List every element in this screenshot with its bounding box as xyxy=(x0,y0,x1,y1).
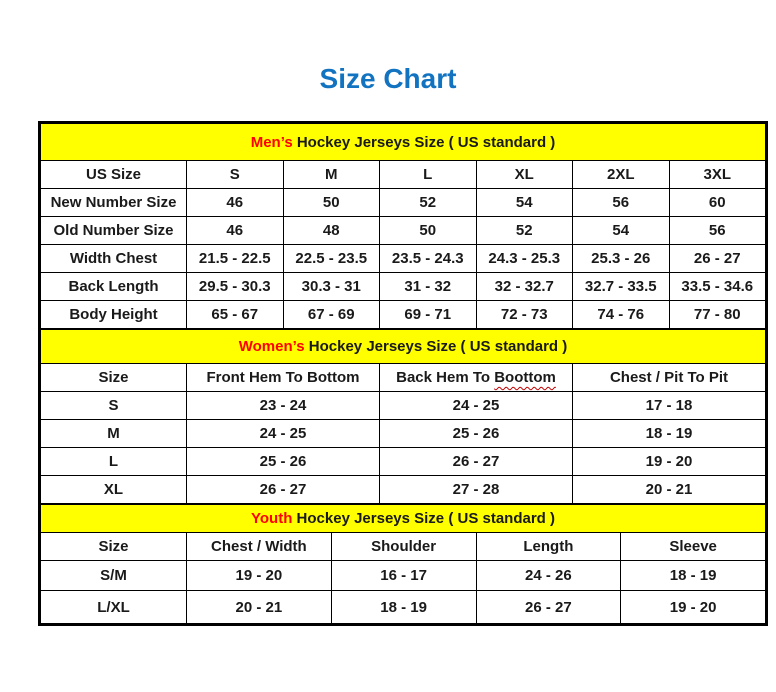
column-header: 3XL xyxy=(669,161,766,189)
size-value: 25 - 26 xyxy=(380,420,573,448)
size-value: 26 - 27 xyxy=(187,476,380,504)
size-value: 56 xyxy=(573,189,670,217)
row-label: S/M xyxy=(41,561,187,591)
table-row xyxy=(41,591,766,624)
size-value: 20 - 21 xyxy=(573,476,766,504)
womens-section-banner xyxy=(41,330,766,364)
table-row xyxy=(41,189,766,217)
column-header: Size xyxy=(41,364,187,392)
column-header xyxy=(380,364,573,392)
size-value: 25.3 - 26 xyxy=(573,245,670,273)
size-value: 56 xyxy=(669,217,766,245)
column-header: Chest / Pit To Pit xyxy=(573,364,766,392)
row-label: Old Number Size xyxy=(41,217,187,245)
size-value: 74 - 76 xyxy=(573,301,670,329)
size-value: 32 - 32.7 xyxy=(476,273,573,301)
size-value: 30.3 - 31 xyxy=(283,273,380,301)
size-value: 48 xyxy=(283,217,380,245)
table-row xyxy=(41,561,766,591)
size-value: 46 xyxy=(187,189,284,217)
youth-section-banner-row xyxy=(41,505,766,533)
size-value: 19 - 20 xyxy=(187,561,332,591)
size-value: 26 - 27 xyxy=(476,591,621,624)
size-value: 29.5 - 30.3 xyxy=(187,273,284,301)
size-value: 16 - 17 xyxy=(331,561,476,591)
column-header: S xyxy=(187,161,284,189)
size-value: 77 - 80 xyxy=(669,301,766,329)
row-label: S xyxy=(41,392,187,420)
size-value: 26 - 27 xyxy=(669,245,766,273)
size-value: 60 xyxy=(669,189,766,217)
mens-section-banner xyxy=(41,124,766,161)
size-value: 24 - 25 xyxy=(187,420,380,448)
size-value: 46 xyxy=(187,217,284,245)
size-value: 69 - 71 xyxy=(380,301,477,329)
column-header: Length xyxy=(476,533,621,561)
size-value: 27 - 28 xyxy=(380,476,573,504)
column-header: M xyxy=(283,161,380,189)
table-row xyxy=(41,420,766,448)
size-value: 50 xyxy=(283,189,380,217)
row-label: Width Chest xyxy=(41,245,187,273)
row-label: L/XL xyxy=(41,591,187,624)
mens-section-banner-row xyxy=(41,124,766,161)
mens-section-name: Men’s xyxy=(250,133,293,151)
column-header: US Size xyxy=(41,161,187,189)
size-value: 32.7 - 33.5 xyxy=(573,273,670,301)
youth-section-banner xyxy=(41,505,766,533)
size-value: 24 - 25 xyxy=(380,392,573,420)
misspelled-word: Boottom xyxy=(494,369,556,386)
womens-header-row xyxy=(41,364,766,392)
size-value: 52 xyxy=(380,189,477,217)
youth-banner-text: Hockey Jerseys Size ( US standard ) xyxy=(296,510,555,527)
column-header: Size xyxy=(41,533,187,561)
womens-section-name: Women’s xyxy=(238,338,305,355)
column-header: L xyxy=(380,161,477,189)
table-row xyxy=(41,392,766,420)
size-value: 24 - 26 xyxy=(476,561,621,591)
youth-size-table xyxy=(40,504,766,624)
size-value: 26 - 27 xyxy=(380,448,573,476)
table-row xyxy=(41,245,766,273)
column-header: XL xyxy=(476,161,573,189)
size-chart xyxy=(38,121,768,626)
youth-header-row xyxy=(41,533,766,561)
row-label: New Number Size xyxy=(41,189,187,217)
row-label: M xyxy=(41,420,187,448)
size-value: 54 xyxy=(573,217,670,245)
size-value: 31 - 32 xyxy=(380,273,477,301)
table-row xyxy=(41,476,766,504)
page-title: Size Chart xyxy=(319,63,457,94)
table-row xyxy=(41,301,766,329)
youth-section-name: Youth xyxy=(251,510,293,527)
size-value: 24.3 - 25.3 xyxy=(476,245,573,273)
column-header: 2XL xyxy=(573,161,670,189)
column-header-text: Back Hem To xyxy=(396,369,491,386)
column-header: Chest / Width xyxy=(187,533,332,561)
row-label: XL xyxy=(41,476,187,504)
row-label: Back Length xyxy=(41,273,187,301)
table-row xyxy=(41,217,766,245)
size-value: 65 - 67 xyxy=(187,301,284,329)
size-value: 23 - 24 xyxy=(187,392,380,420)
size-value: 18 - 19 xyxy=(573,420,766,448)
size-value: 18 - 19 xyxy=(331,591,476,624)
mens-banner-text: Hockey Jerseys Size ( US standard ) xyxy=(296,133,556,151)
size-value: 18 - 19 xyxy=(621,561,766,591)
size-value: 72 - 73 xyxy=(476,301,573,329)
size-value: 50 xyxy=(380,217,477,245)
size-value: 19 - 20 xyxy=(573,448,766,476)
size-value: 19 - 20 xyxy=(621,591,766,624)
column-header: Sleeve xyxy=(621,533,766,561)
size-value: 20 - 21 xyxy=(187,591,332,624)
mens-header-row xyxy=(41,161,766,189)
row-label: L xyxy=(41,448,187,476)
size-value: 23.5 - 24.3 xyxy=(380,245,477,273)
size-value: 21.5 - 22.5 xyxy=(187,245,284,273)
mens-size-table xyxy=(40,123,766,329)
size-value: 17 - 18 xyxy=(573,392,766,420)
size-value: 33.5 - 34.6 xyxy=(669,273,766,301)
row-label: Body Height xyxy=(41,301,187,329)
table-row xyxy=(41,448,766,476)
size-value: 25 - 26 xyxy=(187,448,380,476)
size-value: 67 - 69 xyxy=(283,301,380,329)
size-value: 52 xyxy=(476,217,573,245)
size-value: 22.5 - 23.5 xyxy=(283,245,380,273)
column-header: Front Hem To Bottom xyxy=(187,364,380,392)
womens-banner-text: Hockey Jerseys Size ( US standard ) xyxy=(308,338,568,355)
column-header: Shoulder xyxy=(331,533,476,561)
womens-section-banner-row xyxy=(41,330,766,364)
table-row xyxy=(41,273,766,301)
size-value: 54 xyxy=(476,189,573,217)
womens-size-table xyxy=(40,329,766,504)
